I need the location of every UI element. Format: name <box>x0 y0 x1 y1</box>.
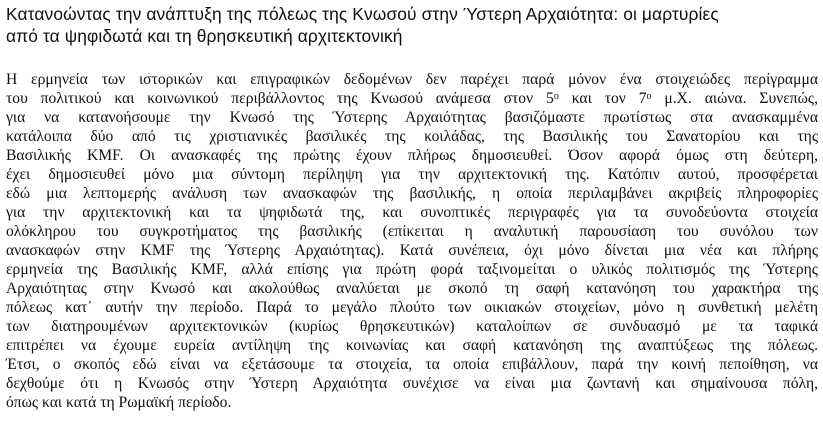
document-page <box>6 3 818 411</box>
paragraph-line: των διατηρουμένων αρχιτεκτονικών (κυρίως θρησκευτικών) καταλοίπων σε συνδυασμό με τα ταφικά <box>6 318 818 335</box>
paragraph-line <box>6 89 818 108</box>
title-line: από τα ψηφιδωτά και τη θρησκευτική αρχιτεκτονική <box>6 26 403 46</box>
paragraph-line: επιτρέπει να έχουμε ευρεία αντίληψη της κοινωνίας και σαφή κατανόηση της αναπτύξεως της πόλεως. <box>6 337 818 354</box>
paragraph-line: Η ερμηνεία των ιστορικών και επιγραφικών δεδομένων δεν παρέχει παρά μόνον ένα στοιχειώδες περίγραμμα <box>6 71 818 88</box>
paragraph-line: Βασιλικής KMF. Οι ανασκαφές της πρώτης έχουν πλήρως δημοσιευθεί. Όσον αφορά όμως στη δεύτερη, <box>6 147 818 164</box>
line-text: μ.Χ. αιώνα. Συνεπώς, <box>651 90 818 107</box>
paragraph-line: ανασκαφών στην KMF της Ύστερης Αρχαιότητας). Κατά συνέπεια, όχι μόνο δίνεται μια νέα και πλήρης <box>6 242 818 259</box>
superscript: ο <box>553 91 559 102</box>
abstract-paragraph <box>6 70 818 412</box>
paragraph-line: ερμηνεία της Βασιλικής KMF, αλλά επίσης για πρώτη φορά ταξινομείται ο υλικός πολιτισμός της Ύστερης <box>6 261 818 278</box>
paragraph-line: ολόκληρου του συγκροτήματος της βασιλικής (επίκειται η αναλυτική παρουσίαση του συνόλου των <box>6 223 818 240</box>
paragraph-line: πόλεως κατ᾽ αυτήν την περίοδο. Παρά το μεγάλο πλούτο των οικιακών στοιχείων, μόνο η συνθετική μελέτη <box>6 299 818 316</box>
paragraph-line: Έτσι, ο σκοπός εδώ είναι να εξετάσουμε τα στοιχεία, τα οποία επιβάλλουν, παρά την κοινή πεποίθηση, να <box>6 356 818 373</box>
document-title <box>6 3 818 47</box>
superscript: ο <box>646 91 652 102</box>
paragraph-line: εδώ μια λεπτομερής ανάλυση των ανασκαφών της βασιλικής, η οποία περιλαμβάνει ακριβείς πληροφορίες <box>6 185 818 202</box>
paragraph-line: για να κατανοήσουμε την Κνωσό της Ύστερης Αρχαιότητας βασιζόμαστε πρωτίστως στα ανασκαμμένα <box>6 109 818 126</box>
title-line: Κατανοώντας την ανάπτυξη της πόλεως της Κνωσού στην Ύστερη Αρχαιότητα: οι μαρτυρίες <box>6 4 719 24</box>
paragraph-line: δεχθούμε ότι η Κνωσός στην Ύστερη Αρχαιότητα συνέχισε να είναι μια ζωντανή και σημαίνουσα πόλη, <box>6 375 818 392</box>
paragraph-line: όπως και κατά τη Ρωμαϊκή περίοδο. <box>6 394 232 411</box>
paragraph-line: έχει δημοσιευθεί μόνο μια σύντομη περίληψη για την αρχιτεκτονική της. Κατόπιν αυτού, προσφέρεται <box>6 166 818 183</box>
line-text: και τον 7 <box>558 90 647 107</box>
paragraph-line: Αρχαιότητας στην Κνωσό και ακολούθως αναλύεται με σκοπό τη σαφή κατανόηση του χαρακτήρα της <box>6 280 818 297</box>
paragraph-line: κατάλοιπα δύο από τις χριστιανικές βασιλικές της κοιλάδας, της Βασιλικής του Σανατορίου και της <box>6 128 818 145</box>
paragraph-line: για την αρχιτεκτονική και τα ψηφιδωτά της, και συνοπτικές περιγραφές για τα συνοδεύοντα στοιχεία <box>6 204 818 221</box>
line-text: του πολιτικού και κοινωνικού περιβάλλοντος της Κνωσού ανάμεσα στον 5 <box>6 90 554 107</box>
